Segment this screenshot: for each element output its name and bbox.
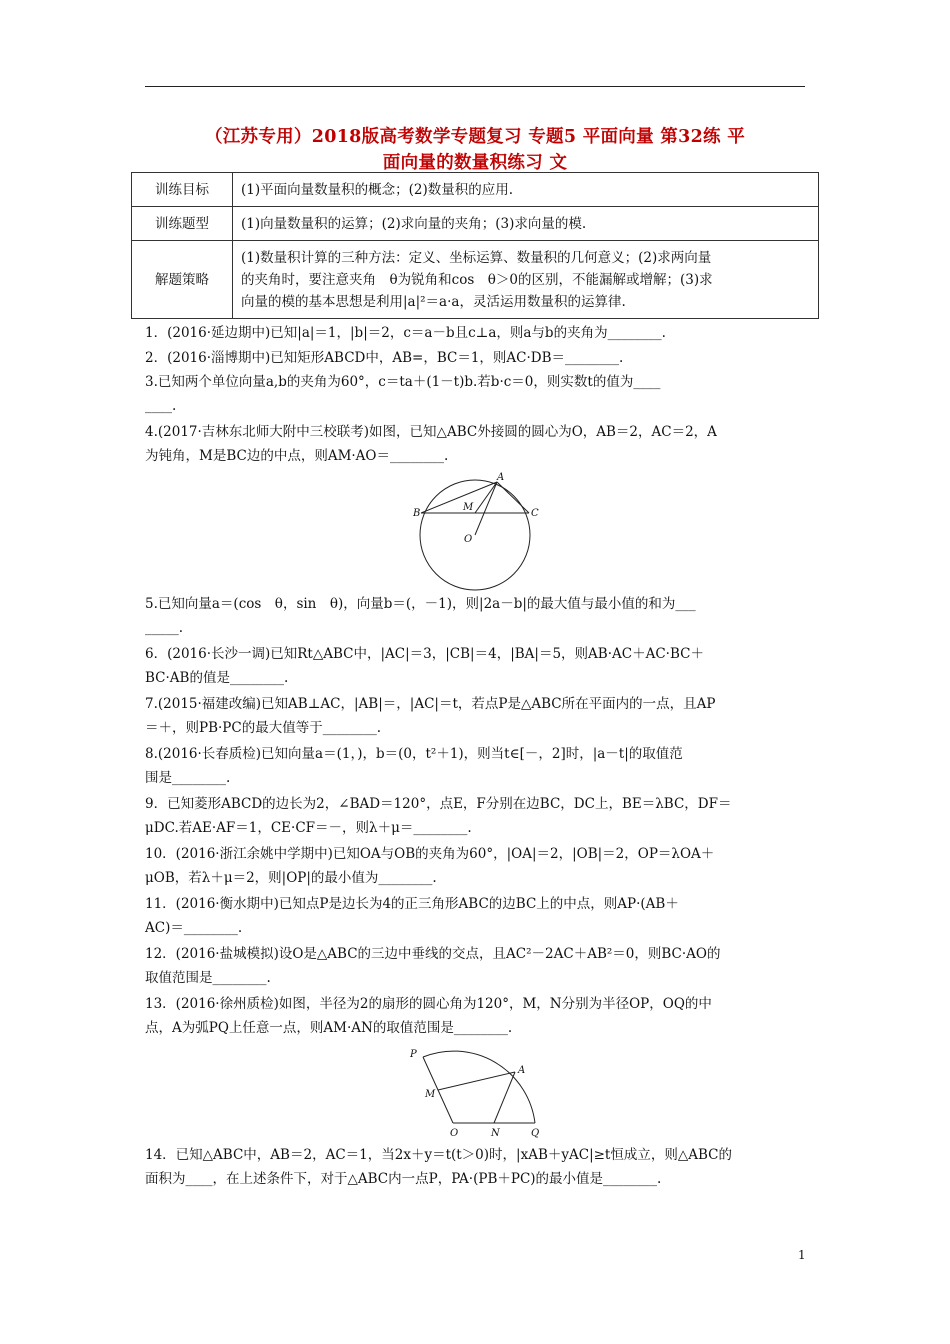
question-4 — [145, 420, 815, 468]
table-value — [233, 173, 819, 207]
question-6 — [145, 642, 815, 690]
question-line: 6．(2016·长沙一调)已知Rt△ABC中，|AC|＝3，|CB|＝4，|BA|＝5，则AB·AC＋AC·BC＋ — [145, 646, 704, 662]
question-line: 3.已知两个单位向量a,b的夹角为60°，c＝ta＋(1－t)b.若b·c＝0，则实数t的值为____ — [145, 374, 661, 390]
table-row — [132, 241, 819, 319]
table-row — [132, 173, 819, 207]
question-line: ＝＋，则PB·PC的最大值等于________. — [145, 720, 381, 736]
question-12 — [145, 942, 815, 990]
question-line: 12．(2016·盐城模拟)设O是△ABC的三边中垂线的交点，且AC²－2AC＋AB²＝0，则BC·AO的 — [145, 946, 721, 962]
question-line: 为钝角，M是BC边的中点，则AM·AO＝________. — [145, 448, 449, 464]
table-value-line: (1)平面向量数量积的概念；(2)数量积的应用. — [241, 181, 514, 198]
question-line: 2．(2016·淄博期中)已知矩形ABCD中，AB=，BC＝1，则AC·DB＝________. — [145, 350, 624, 366]
page-number: 1 — [798, 1248, 806, 1262]
question-line: ____. — [145, 398, 177, 414]
label-c: C — [531, 508, 539, 519]
figure-circle-triangle — [410, 470, 540, 600]
question-line: 围是________. — [145, 770, 231, 786]
question-line: μOB，若λ＋μ＝2，则|OP|的最小值为________. — [145, 870, 437, 886]
segment-ac — [497, 482, 529, 513]
question-line: 7.(2015·福建改编)已知AB⊥AC，|AB|＝，|AC|＝t，若点P是△ABC所在平面内的一点，且AP — [145, 696, 716, 712]
question-10 — [145, 842, 815, 890]
label-o: O — [464, 534, 473, 545]
question-line: 面积为____，在上述条件下，对于△ABC内一点P，PA·(PB＋PC)的最小值是________. — [145, 1171, 662, 1187]
question-line: 4.(2017·吉林东北师大附中三校联考)如图，已知△ABC外接圆的圆心为O，AB＝2，AC＝2，A — [145, 424, 717, 440]
question-5 — [145, 592, 815, 640]
question-line: _____. — [145, 620, 184, 636]
label-n: N — [491, 1128, 500, 1139]
question-11 — [145, 892, 815, 940]
label-o2: O — [450, 1128, 459, 1139]
label-a2: A — [518, 1065, 526, 1076]
question-3 — [145, 370, 815, 418]
question-8 — [145, 742, 815, 790]
label-m2: M — [425, 1089, 436, 1100]
arc-pq — [423, 1051, 535, 1123]
table-value — [233, 207, 819, 241]
segment-na — [494, 1072, 515, 1123]
segment-ma — [438, 1072, 515, 1090]
table-row — [132, 207, 819, 241]
question-line: 5.已知向量a＝(cos θ，sin θ)，向量b＝(，－1)，则|2a－b|的最大值与最小值的和为___ — [145, 596, 696, 612]
table-value — [233, 241, 819, 319]
question-line: 13．(2016·徐州质检)如图，半径为2的扇形的圆心角为120°，M，N分别为半径OP，OQ的中 — [145, 996, 712, 1012]
question-line: 9．已知菱形ABCD的边长为2，∠BAD＝120°，点E，F分别在边BC，DC上，BE＝λBC，DF＝ — [145, 796, 732, 812]
table-key: 训练题型 — [132, 207, 233, 241]
question-2 — [145, 346, 815, 370]
question-line: 14．已知△ABC中，AB＝2，AC＝1，当2x＋y＝t(t＞0)时，|xAB＋yAC|≥t恒成立，则△ABC的 — [145, 1147, 732, 1163]
question-line: 取值范围是________. — [145, 970, 271, 986]
question-line: AC)＝________. — [145, 920, 243, 936]
question-line: BC·AB的值是________. — [145, 670, 289, 686]
table-value-line: 向量的模的基本思想是利用|a|²＝a·a，灵活运用数量积的运算律. — [241, 293, 626, 310]
label-q: Q — [531, 1128, 540, 1139]
question-line: 10．(2016·浙江余姚中学期中)已知OA与OB的夹角为60°，|OA|＝2，|OB|＝2，OP＝λOA＋ — [145, 846, 715, 862]
question-7 — [145, 692, 815, 740]
question-9 — [145, 792, 815, 840]
table-value-line: 的夹角时，要注意夹角 θ为锐角和cos θ＞0的区别，不能漏解或增解；(3)求 — [241, 271, 713, 288]
question-line: μDC.若AE·AF＝1，CE·CF＝－，则λ＋μ＝________. — [145, 820, 472, 836]
table-key: 训练目标 — [132, 173, 233, 207]
question-line: 点，A为弧PQ上任意一点，则AM·AN的取值范围是________. — [145, 1020, 513, 1036]
label-b: B — [413, 508, 421, 519]
table-value-line: (1)数量积计算的三种方法：定义、坐标运算、数量积的几何意义；(2)求两向量 — [241, 249, 712, 266]
question-line: 8.(2016·长春质检)已知向量a＝(1，)，b＝(0，t²＋1)，则当t∈[－，2]时，|a－t|的取值范 — [145, 746, 683, 762]
page-title — [140, 124, 810, 176]
title-line-2: 面向量的数量积练习 文 — [382, 153, 568, 173]
title-line-1: （江苏专用）2018版高考数学专题复习 专题5 平面向量 第32练 平 — [204, 127, 746, 147]
label-m: M — [463, 502, 474, 513]
question-13 — [145, 992, 815, 1040]
label-a: A — [497, 472, 505, 483]
header-rule — [145, 86, 805, 87]
question-1 — [145, 321, 815, 345]
training-info-table — [131, 172, 819, 319]
question-14 — [145, 1143, 815, 1191]
label-p: P — [410, 1049, 417, 1060]
question-line: 1．(2016·延边期中)已知|a|＝1，|b|＝2，c＝a－b且c⊥a，则a与b的夹角为________. — [145, 325, 666, 341]
question-line: 11．(2016·衡水期中)已知点P是边长为4的正三角形ABC的边BC上的中点，则AP·(AB＋ — [145, 896, 679, 912]
figure-sector — [405, 1045, 555, 1140]
table-value-line: (1)向量数量积的运算；(2)求向量的夹角；(3)求向量的模. — [241, 215, 587, 232]
table-key: 解题策略 — [132, 241, 233, 319]
